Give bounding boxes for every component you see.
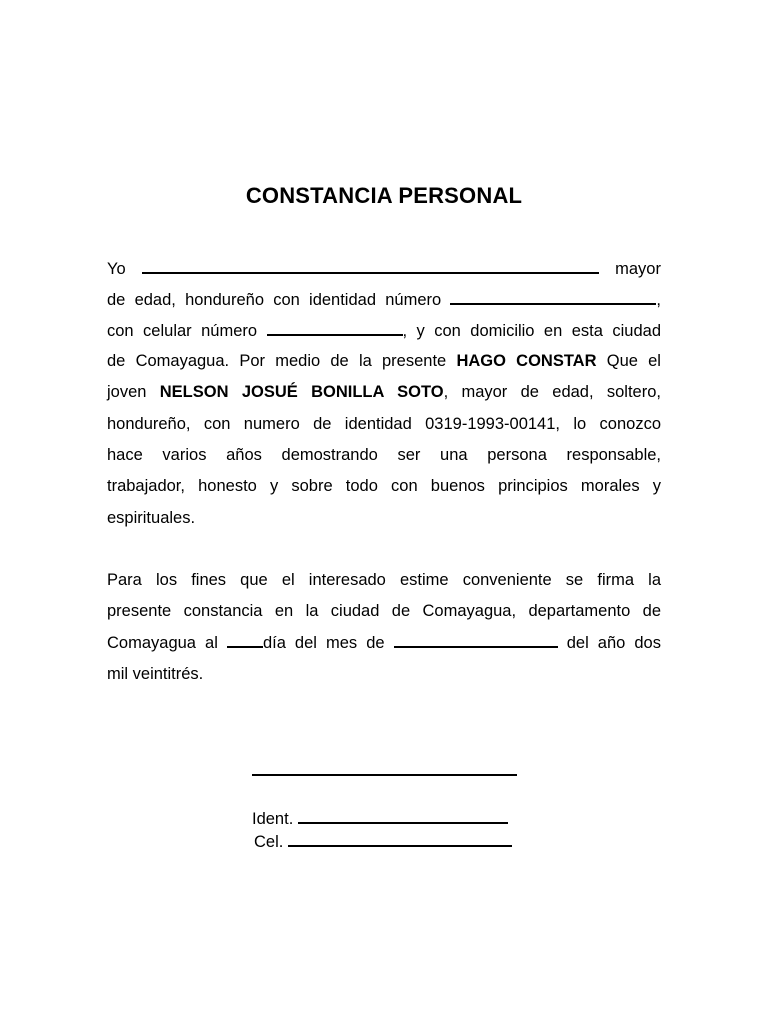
- name-blank: [142, 257, 599, 274]
- paragraph-1-line-3: [107, 319, 661, 341]
- paragraph-1-line-6: hondureño, con numero de identidad 0319-1993-00141, lo conozco: [107, 415, 661, 433]
- text-celular: con celular número: [107, 322, 258, 340]
- text-person-name: NELSON JOSUÉ BONILLA SOTO: [159, 383, 444, 401]
- identity-blank: [450, 288, 656, 305]
- cel-label: Cel.: [254, 833, 284, 851]
- paragraph-1-line-7: hace varios años demostrando ser una persona responsable,: [107, 446, 661, 464]
- text-ano-dos: del año dos: [566, 634, 661, 652]
- signature-line: [252, 774, 517, 776]
- text-hago-constar: HAGO CONSTAR: [456, 352, 597, 370]
- text-mayor: mayor: [615, 260, 661, 278]
- cel-field: [254, 830, 512, 853]
- day-blank: [227, 631, 263, 648]
- ident-field: [252, 807, 508, 830]
- text-mayor-edad: , mayor de edad, soltero,: [443, 383, 661, 401]
- document-title: CONSTANCIA PERSONAL: [245, 183, 523, 208]
- month-blank: [394, 631, 558, 648]
- paragraph-2-line-2: presente constancia en la ciudad de Comayagua, departamento de: [107, 602, 661, 620]
- text-yo: Yo: [107, 260, 126, 278]
- paragraph-2-line-3: [107, 631, 661, 653]
- cel-blank: [288, 830, 512, 847]
- phone-blank: [267, 319, 403, 336]
- text-identidad: de edad, hondureño con identidad número: [107, 291, 442, 309]
- text-comayagua: de Comayagua. Por medio de la presente: [107, 352, 447, 370]
- text-dia-mes: día del mes de: [262, 634, 385, 652]
- ident-label: Ident.: [252, 810, 294, 828]
- paragraph-1-line-9: espirituales.: [107, 509, 196, 527]
- text-domicilio: , y con domicilio en esta ciudad: [402, 322, 661, 340]
- paragraph-2-line-4: mil veintitrés.: [107, 665, 204, 683]
- paragraph-1-line-4: [107, 350, 661, 372]
- paragraph-1-line-2: [107, 288, 661, 310]
- paragraph-1-line-8: trabajador, honesto y sobre todo con buenos principios morales y: [107, 477, 661, 495]
- paragraph-1-line-1: [107, 257, 661, 279]
- ident-blank: [298, 807, 508, 824]
- text-comma: ,: [656, 291, 661, 309]
- text-joven: joven: [107, 383, 147, 401]
- text-comayagua-al: Comayagua al: [107, 634, 218, 652]
- text-que-el: Que el: [606, 352, 661, 370]
- paragraph-2-line-1: Para los fines que el interesado estime conveniente se firma la: [107, 571, 661, 589]
- paragraph-1-line-5: [107, 381, 661, 403]
